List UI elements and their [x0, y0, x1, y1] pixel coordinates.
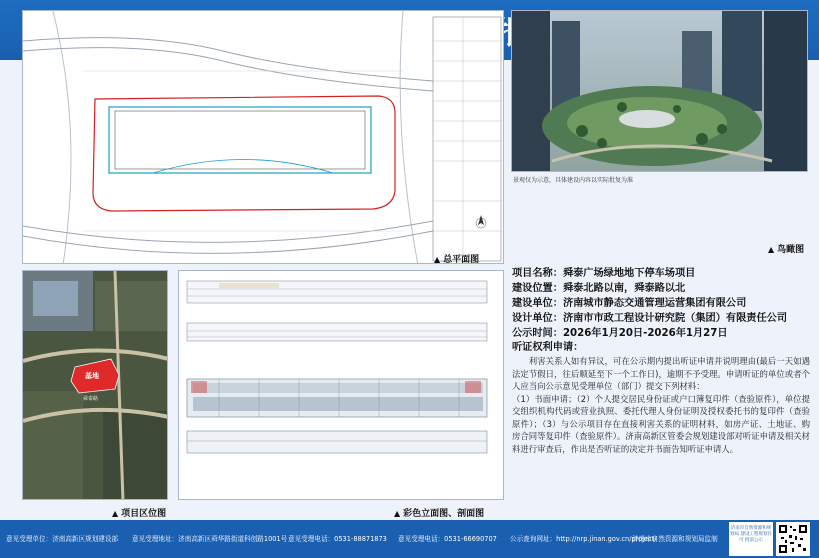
road-label: 舜泰路: [83, 396, 99, 402]
elevation-section-drawing: [178, 270, 504, 500]
elevation-caption: ▲ 彩色立面图、剖面图: [394, 509, 485, 519]
aerial-disclaimer: 景观仅为示意，具体建设内容以实际批复为准: [513, 177, 634, 184]
elevation-graphic: [179, 271, 504, 500]
footer-phone-2: 意见受理电话：0531-66690707: [398, 535, 497, 543]
footer-office: 意见受理单位：济南高新区规划建设部: [6, 535, 119, 543]
footer-org: 济南市自然资源和规划局监制: [632, 535, 718, 543]
location-map-graphic: [23, 271, 168, 500]
hearing-paragraph-2: （1）书面申请；（2）个人提交居民身份证或户口簿复印件（查验原件），单位提交组织机构代码或营业执照、委托代理人身份证明及授权委托书的复印件（查验原件）；（3）与公示项目存在直接利害关系的证明材料，如房产证、土地证、购房合同等复印件（查验原件）。济南高新区管委会规划建设部对听证申请及相关材料进行审查后，作出是否听证的决定并书面告知听证申请人。: [512, 393, 810, 454]
publicity-period-row: 公示时间：2026年1月20日-2026年1月27日: [512, 328, 728, 339]
site-plan-drawing: [22, 10, 504, 264]
site-plan-graphic: [23, 11, 504, 264]
location-map: [22, 270, 168, 500]
hearing-title: 听证权利申请：: [512, 342, 584, 353]
project-info: [512, 266, 810, 455]
footer-bar: [0, 520, 819, 558]
triangle-icon: ▲: [434, 255, 441, 264]
design-unit-row: 设计单位：济南市市政工程设计研究院（集团）有限责任公司: [512, 313, 788, 324]
site-plan-caption: ▲ 总平面图: [434, 255, 480, 265]
aerial-render: [511, 10, 808, 172]
project-name-row: 项目名称：舜泰广场绿地地下停车场项目: [512, 268, 696, 279]
footer-address: 意见受理地址：济南高新区舜华路街道科创路1001号: [132, 535, 288, 543]
aerial-graphic: [512, 11, 808, 172]
footer-phone-1: 意见受理电话：0531-88871873: [288, 535, 387, 543]
aerial-caption: ▲ 鸟瞰图: [768, 245, 805, 255]
triangle-icon: ▲: [112, 509, 119, 518]
triangle-icon: ▲: [394, 509, 401, 518]
site-marker-label: 基地: [85, 372, 99, 380]
qr-code-icon[interactable]: [776, 522, 810, 556]
hearing-paragraph-1: 利害关系人如有异议，可在公示期内提出听证申请并说明理由(最后一天如遇法定节假日，往后顺延至下一个工作日)，逾期不予受理。申请听证的单位或者个人应当向公示意见受理单位（部门）提交下列材料：: [512, 356, 810, 391]
construction-unit-row: 建设单位：济南城市静态交通管理运营集团有限公司: [512, 298, 747, 309]
project-location-row: 建设位置：舜泰北路以南，舜泰路以北: [512, 283, 686, 294]
location-map-caption: ▲ 项目区位图: [112, 509, 167, 519]
footer-website[interactable]: 公示查询网址：http://nrp.jinan.gov.cn/project/: [510, 535, 657, 543]
triangle-icon: ▲: [768, 245, 775, 254]
publicity-badge: 济南市自然资源和规划局 建设工程规划许可 批前公示: [729, 522, 773, 556]
